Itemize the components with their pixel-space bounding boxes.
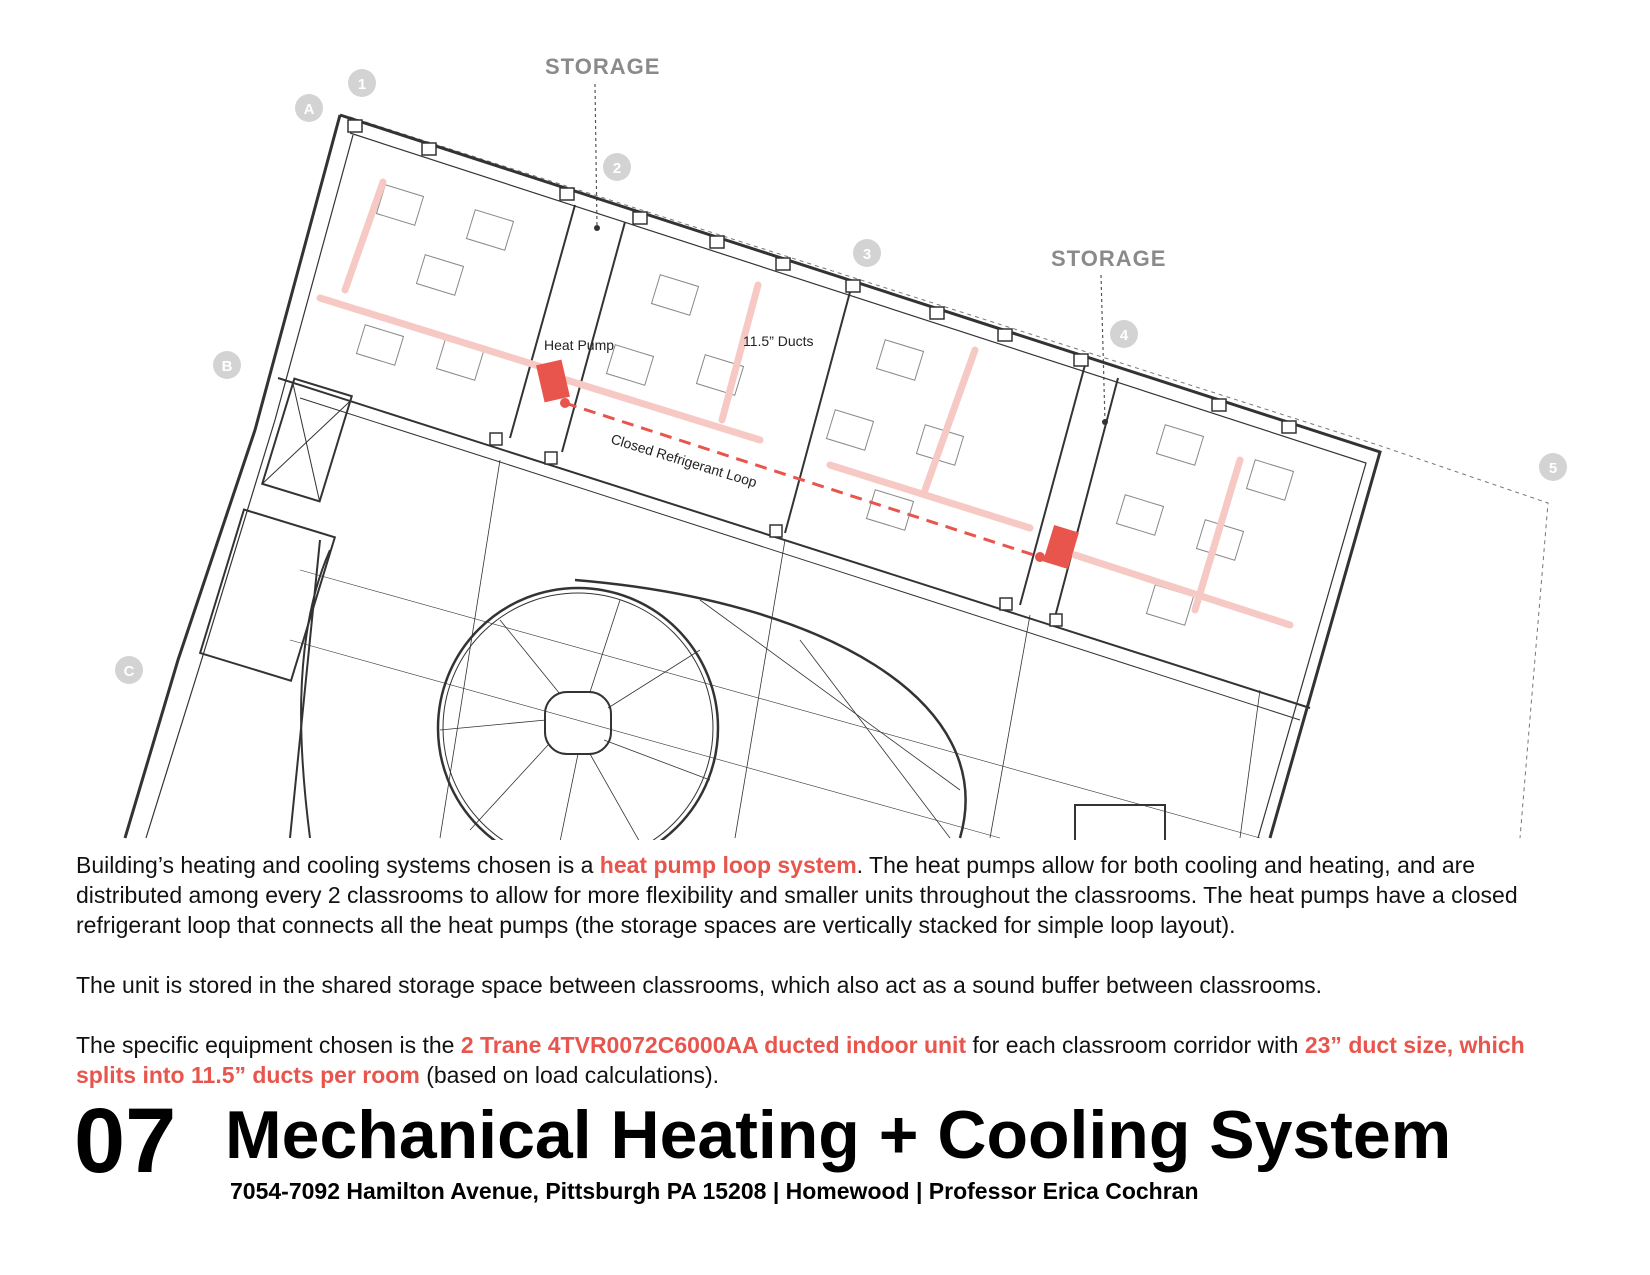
ducts-label: 11.5” Ducts [743,333,814,349]
grid-marker-2 [603,153,631,181]
highlight-equipment: 2 Trane 4TVR0072C6000AA ducted indoor unit [460,1032,967,1058]
svg-text:5: 5 [1548,460,1558,477]
grid-marker-5 [1539,453,1567,481]
description-paragraph-1 [76,850,1576,940]
grid-marker-c [115,656,143,684]
description-paragraph-2: The unit is stored in the shared storage space between classrooms, which also act as a sound buffer between classrooms. [76,972,1323,998]
grid-marker-3 [853,239,881,267]
svg-text:A: A [303,101,315,118]
svg-text:2: 2 [612,160,622,177]
storage-leader-right [1101,275,1105,422]
sheet-title: Mechanical Heating + Cooling System [225,1097,1452,1173]
description-paragraph-3 [76,1030,1576,1090]
svg-text:3: 3 [862,246,872,263]
grid-marker-1 [348,69,376,97]
refrigerant-loop-label: Closed Refrigerant Loop [609,430,759,491]
storage-leader-left [595,84,597,228]
grid-marker-4 [1110,320,1138,348]
property-line [350,117,1548,838]
grid-marker-b [213,351,241,379]
description-text: The specific equipment chosen is the [76,1032,461,1058]
sheet-number: 07 [74,1090,177,1192]
description-text: Building’s heating and cooling systems chosen is a [76,852,600,878]
svg-text:B: B [221,358,233,375]
svg-text:C: C [123,663,135,680]
heat-pump-unit-left [536,360,570,403]
storage-leader-dot [594,225,600,231]
sheet-subtitle: 7054-7092 Hamilton Avenue, Pittsburgh PA 15208 | Homewood | Professor Erica Cochran [230,1178,1199,1204]
highlight-duct-size: 23” duct size, which splits into 11.5” ducts per room [76,1032,1525,1088]
heat-pump-node-right [1035,552,1045,562]
heat-pump-unit-right [1043,525,1079,569]
grid-marker-a [295,94,323,122]
highlight-heat-pump-loop: heat pump loop system [599,852,857,878]
storage-label-right: STORAGE [1051,246,1167,271]
refrigerant-loop [565,403,1040,557]
description-text: for each classroom corridor with [966,1032,1305,1058]
heat-pump-node-left [560,398,570,408]
description-text: . The heat pumps allow for both cooling and heating, and are distributed among every 2 classrooms to allow for more flexibility and smaller units throughout the classrooms. The heat pumps have a closed refrigerant loop that connects all the heat pumps (the storage spaces are vertically stacked for simple loop layout). [76,852,1518,938]
svg-text:4: 4 [1119,327,1129,344]
heat-pump-label: Heat Pump [544,337,615,353]
svg-text:1: 1 [357,76,367,93]
storage-label-left: STORAGE [545,54,661,79]
description-text: (based on load calculations). [419,1062,719,1088]
system-description [76,850,1576,1120]
